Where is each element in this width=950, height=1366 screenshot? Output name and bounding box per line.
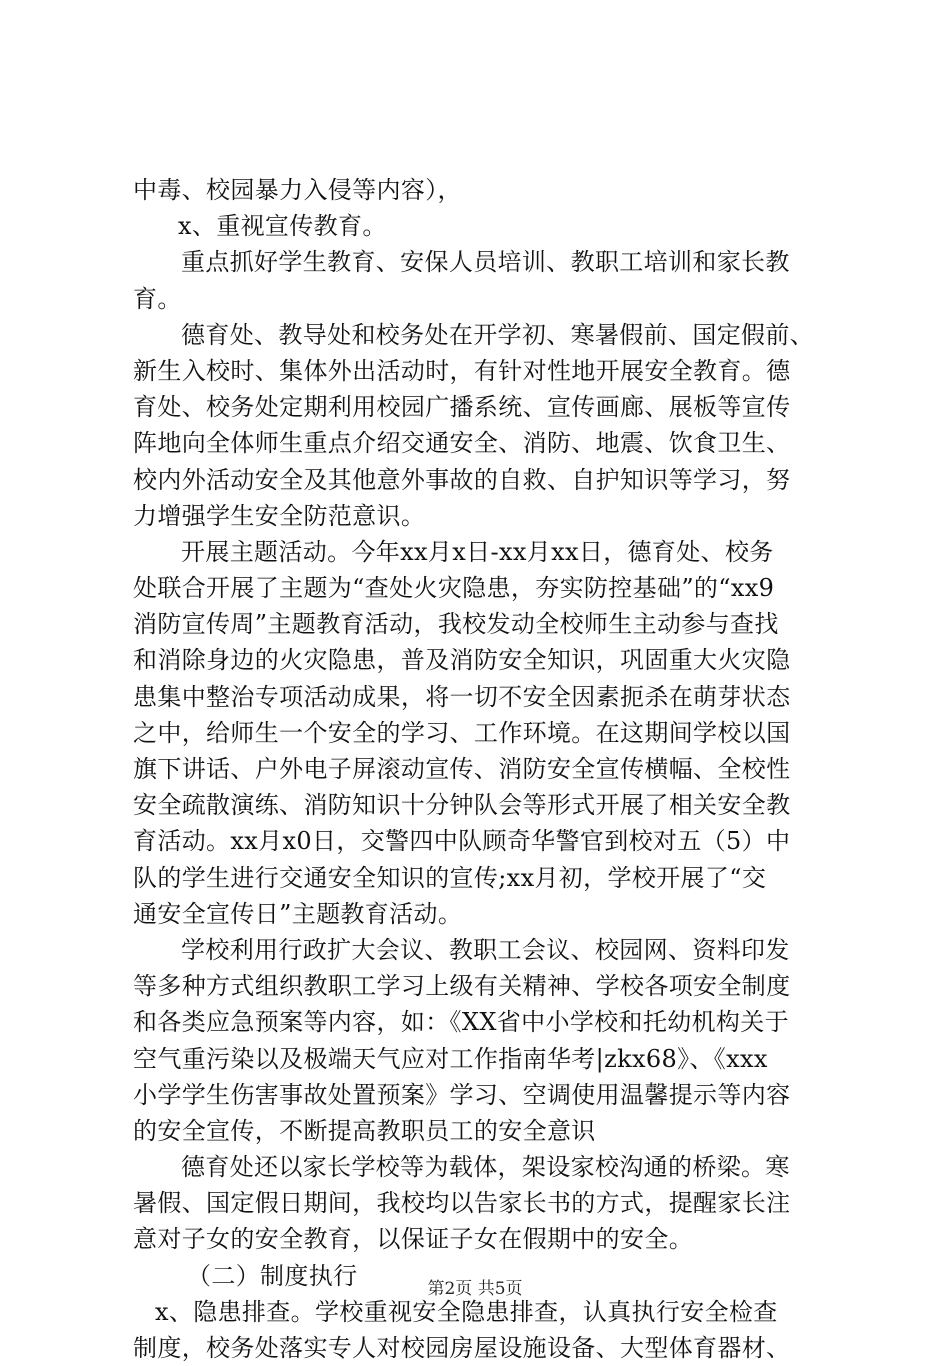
text-line: 小学学生伤害事故处置预案》学习、空调使用温馨提示等内容	[133, 1080, 791, 1109]
text-line: 空气重污染以及极端天气应对工作指南华考|zkx68》、《xxx	[133, 1044, 768, 1073]
text-line: 开展主题活动。今年xx月x日-xx月xx日，德育处、校务	[181, 537, 774, 566]
text-line: 阵地向全体师生重点介绍交通安全、消防、地震、饮食卫生、	[133, 429, 791, 458]
document-body	[133, 172, 848, 1366]
text-line: 德育处还以家长学校等为载体，架设家校沟通的桥梁。寒	[181, 1153, 790, 1182]
text-line: 中毒、校园暴力入侵等内容），	[133, 176, 462, 204]
text-line: 患集中整治专项活动成果，将一切不安全因素扼杀在萌芽状态	[133, 682, 791, 711]
text-line: 消防宣传周”主题教育活动，我校发动全校师生主动参与查找	[133, 610, 779, 639]
text-line: 旗下讲话、户外电子屏滚动宣传、消防安全宣传横幅、全校性	[133, 755, 791, 783]
text-line: 意对子女的安全教育，以保证子女在假期中的安全。	[133, 1225, 694, 1254]
text-line: 和各类应急预案等内容，如：《XX省中小学校和托幼机构关于	[133, 1008, 789, 1037]
section-heading: x、重视宣传教育。	[178, 212, 387, 241]
text-line: 新生入校时、集体外出活动时，有针对性地开展安全教育。德	[133, 356, 791, 385]
page-number-footer: 第2页 共5页	[427, 1279, 523, 1299]
text-line: 通安全宣传日”主题教育活动。	[133, 899, 463, 928]
text-line: x、隐患排查。学校重视安全隐患排查，认真执行安全检查	[155, 1297, 778, 1326]
text-line: 校内外活动安全及其他意外事故的自救、自护知识等学习，努	[133, 465, 791, 494]
text-line: 等多种方式组织教职工学习上级有关精神、学校各项安全制度	[133, 972, 791, 1001]
text-line: 育活动。xx月x0日，交警四中队顾奇华警官到校对五（5）中	[133, 827, 791, 856]
text-line: 学校利用行政扩大会议、教职工会议、校园网、资料印发	[181, 935, 790, 964]
text-line: 制度，校务处落实专人对校园房屋设施设备、大型体育器材、	[133, 1334, 791, 1362]
text-line: 队的学生进行交通安全知识的宣传;xx月初，学校开展了“交	[133, 863, 767, 892]
text-line: 力增强学生安全防范意识。	[133, 501, 426, 530]
text-line: 处联合开展了主题为“查处火灾隐患，夯实防控基础”的“xx9	[133, 574, 775, 603]
text-line: 育处、校务处定期利用校园广播系统、宣传画廊、展板等宣传	[133, 393, 791, 422]
text-line: 育。	[133, 284, 182, 313]
text-line: 安全疏散演练、消防知识十分钟队会等形式开展了相关安全教	[133, 791, 791, 820]
text-line: 暑假、国定假日期间，我校均以告家长书的方式，提醒家长注	[133, 1189, 791, 1218]
text-line: 和消除身边的火灾隐患，普及消防安全知识，巩固重大火灾隐	[133, 646, 791, 675]
subsection-heading: （二）制度执行	[187, 1261, 358, 1290]
text-line: 之中，给师生一个安全的学习、工作环境。在这期间学校以国	[133, 718, 791, 747]
text-line: 的安全宣传，不断提高教职员工的安全意识	[133, 1116, 596, 1145]
text-line: 重点抓好学生教育、安保人员培训、教职工培训和家长教	[181, 248, 790, 277]
text-line: 德育处、教导处和校务处在开学初、寒暑假前、国定假前、	[181, 320, 815, 349]
